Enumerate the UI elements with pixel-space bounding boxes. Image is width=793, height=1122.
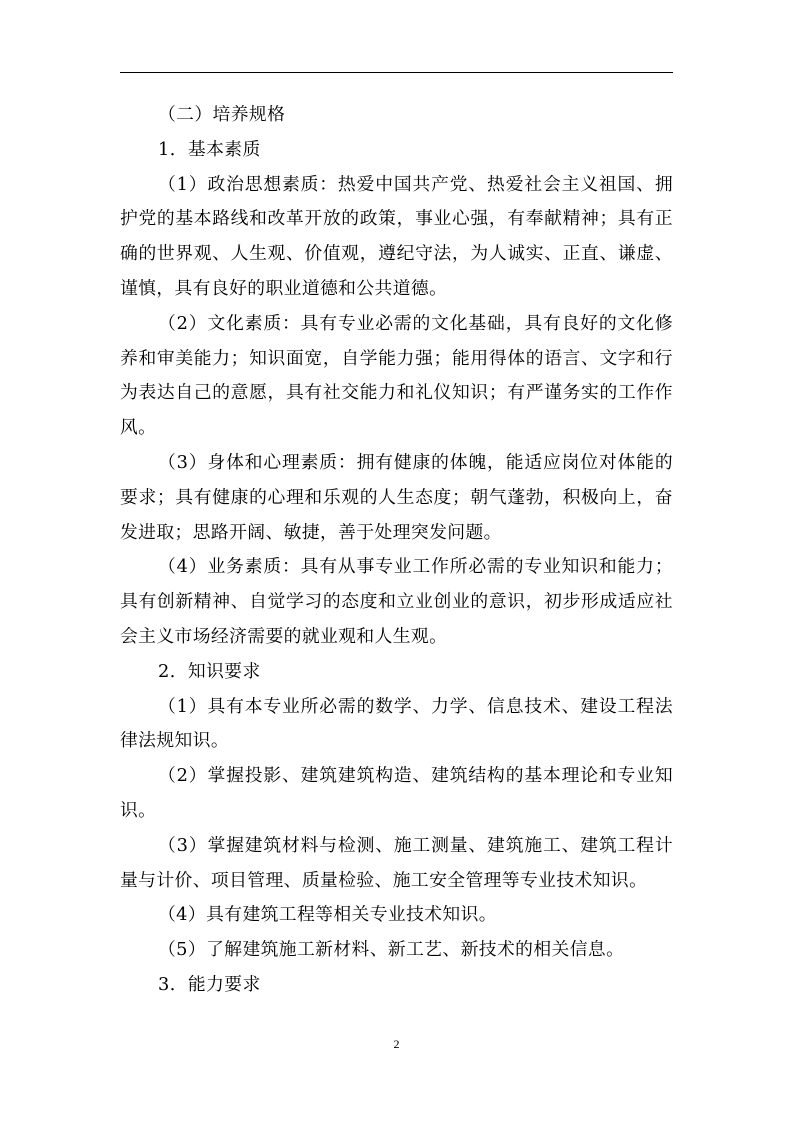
basic-quality-item: （4）业务素质：具有从事专业工作所必需的专业知识和能力；具有创新精神、自觉学习的态度和立业创业的意识，初步形成适应社会主义市场经济需要的就业观和人生观。 (120, 556, 673, 647)
knowledge-title: 2．知识要求 (158, 660, 261, 682)
ability-title: 3．能力要求 (158, 973, 261, 995)
basic-quality-item: （3）身体和心理素质：拥有健康的体魄，能适应岗位对体能的要求；具有健康的心理和乐观的人生态度；朝气蓬勃，积极向上，奋发进取；思路开阔、敏捷，善于处理突发问题。 (120, 451, 673, 543)
knowledge-item: （5）了解建筑施工新材料、新工艺、新技术的相关信息。 (158, 939, 625, 961)
section-heading: （二）培养规格 (158, 104, 286, 125)
basic-quality-title: 1．基本素质 (158, 138, 261, 160)
header-rule (120, 72, 673, 73)
basic-quality-item: （1）政治思想素质：热爱中国共产党、热爱社会主义祖国、拥护党的基本路线和改革开放的政策，事业心强，有奉献精神；具有正确的世界观、人生观、价值观，遵纪守法，为人诚实、正直、谦虚、谨慎，具有良好的职业道德和公共道德。 (120, 173, 673, 299)
basic-quality-item: （2）文化素质：具有专业必需的文化基础，具有良好的文化修养和审美能力；知识面宽，自学能力强；能用得体的语言、文字和行为表达自己的意愿，具有社交能力和礼仪知识；有严谨务实的工作作风。 (120, 312, 673, 439)
knowledge-item: （2）掌握投影、建筑建筑构造、建筑结构的基本理论和专业知识。 (120, 765, 673, 821)
knowledge-item: （1）具有本专业所必需的数学、力学、信息技术、建设工程法律法规知识。 (120, 695, 673, 752)
document-body (120, 98, 673, 1003)
page-number: 2 (393, 1037, 400, 1051)
knowledge-item: （3）掌握建筑材料与检测、施工测量、建筑施工、建筑工程计量与计价、项目管理、质量检验、施工安全管理等专业技术知识。 (120, 834, 673, 891)
knowledge-item: （4）具有建筑工程等相关专业技术知识。 (158, 904, 497, 926)
